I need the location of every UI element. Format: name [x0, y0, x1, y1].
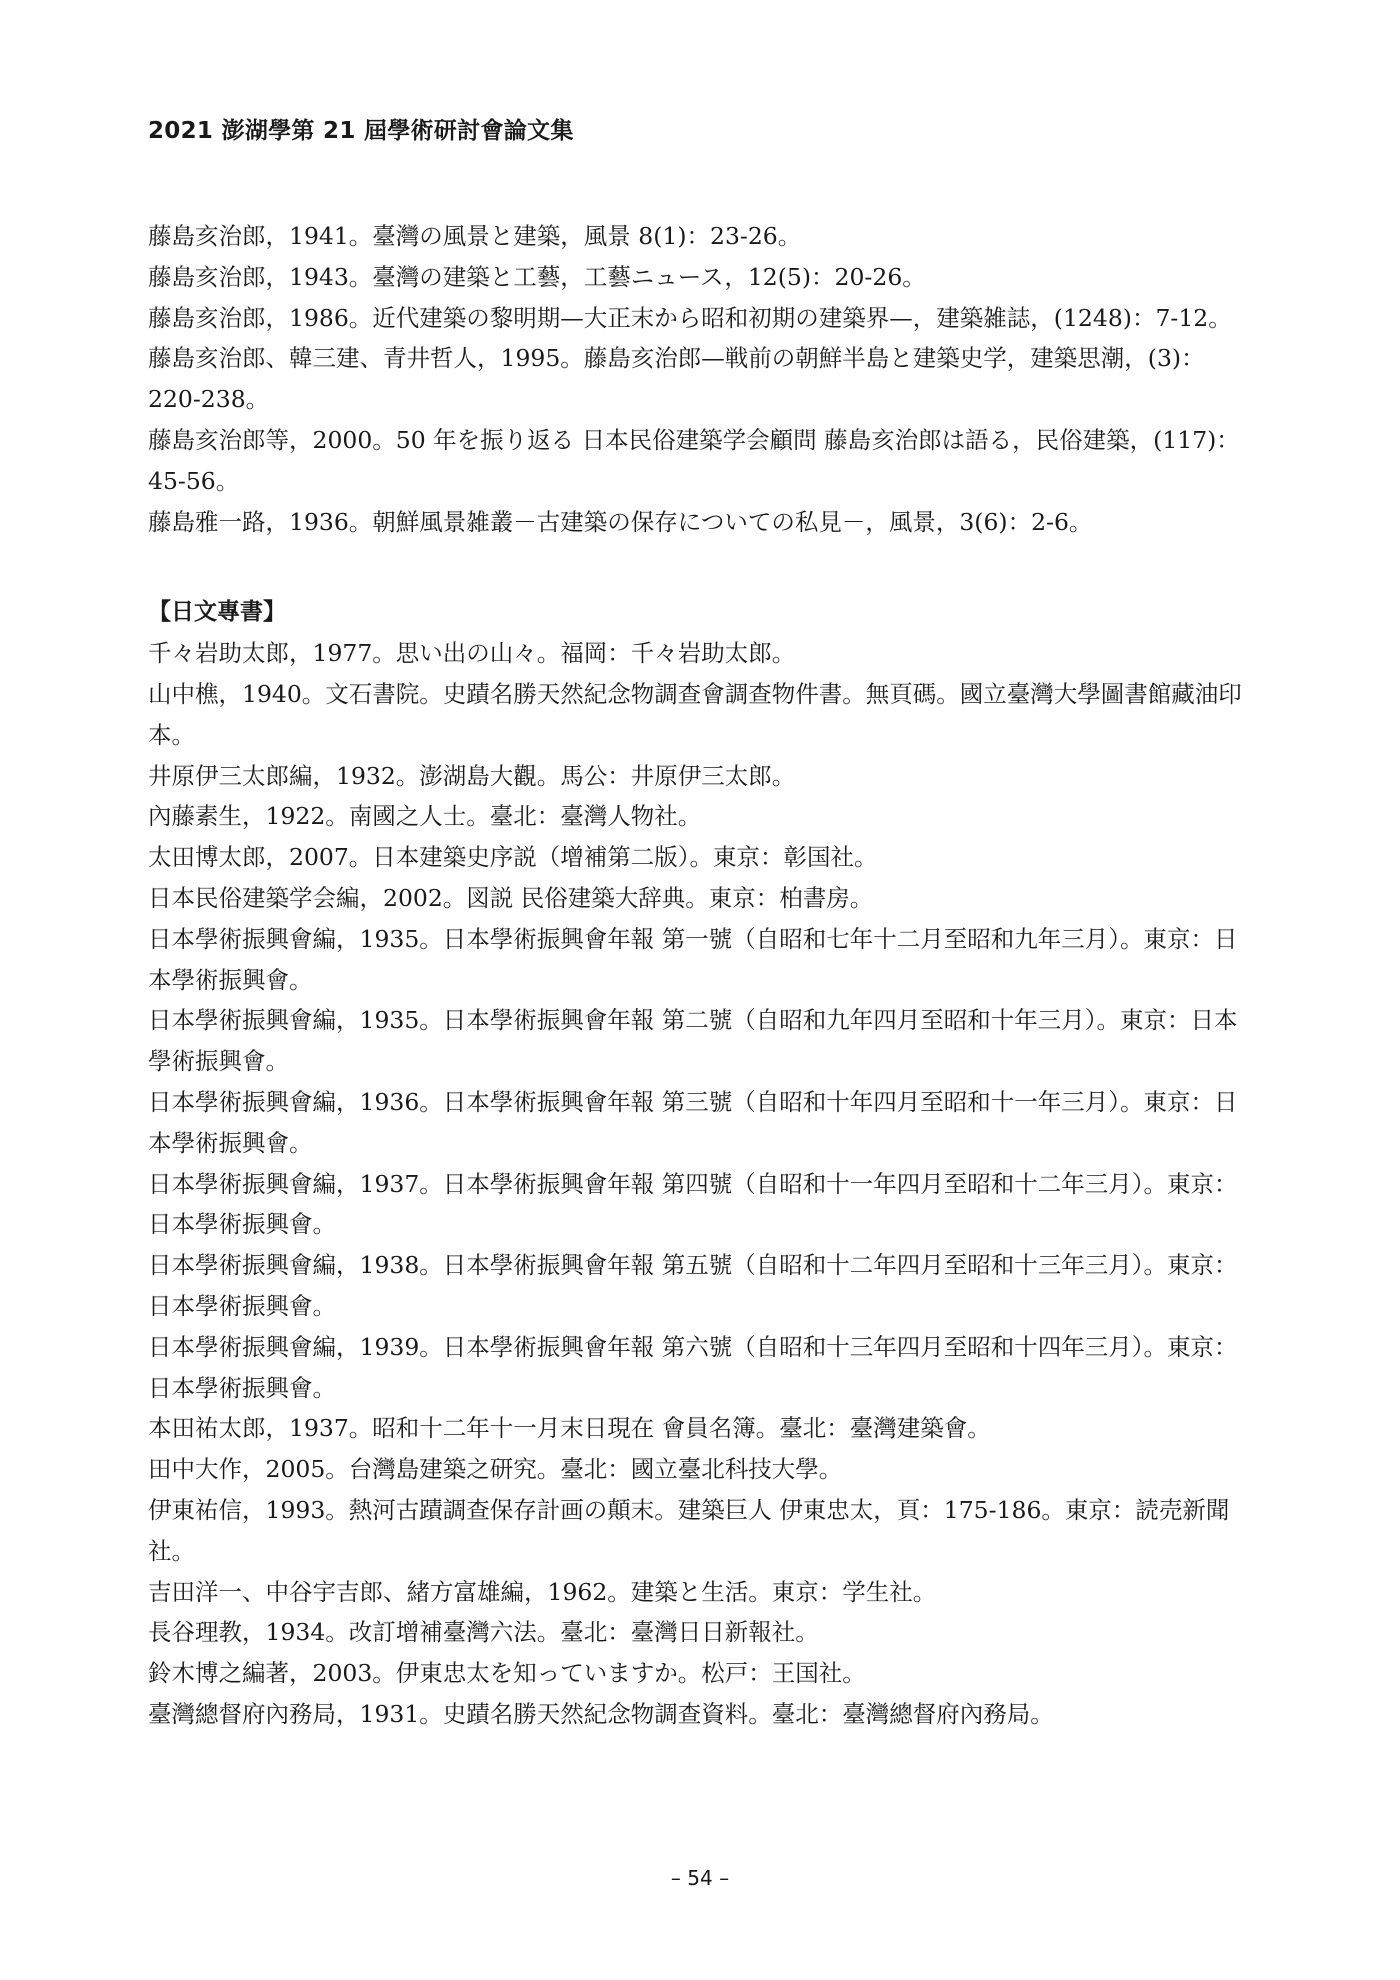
reference-entry: 內藤素生，1922。南國之人士。臺北：臺灣人物社。 — [148, 802, 702, 831]
reference-entry: 藤島亥治郎、韓三建、青井哲人，1995。藤島亥治郎—戦前の朝鮮半島と建築史学，建築思潮，(3)：220-238。 — [148, 344, 1205, 414]
reference-entry: 日本學術振興會編，1939。日本學術振興會年報 第六號（自昭和十三年四月至昭和十四年三月）。東京：日本學術振興會。 — [148, 1332, 1238, 1402]
reference-entry: 日本學術振興會編，1937。日本學術振興會年報 第四號（自昭和十一年四月至昭和十二年三月）。東京：日本學術振興會。 — [148, 1169, 1238, 1239]
section-heading: 【日文專書】 — [148, 599, 286, 626]
reference-entry: 藤島亥治郎等，2000。50 年を振り返る 日本民俗建築学会顧問 藤島亥治郎は語る，民俗建築，(117)：45-56。 — [148, 425, 1240, 495]
page-number: – 54 – — [670, 1866, 730, 1890]
reference-entry: 千々岩助太郎，1977。思い出の山々。福岡：千々岩助太郎。 — [148, 639, 796, 668]
reference-entry: 日本學術振興會編，1935。日本學術振興會年報 第一號（自昭和七年十二月至昭和九年三月）。東京：日本學術振興會。 — [148, 924, 1238, 994]
reference-entry: 吉田洋一、中谷宇吉郎、緒方富雄編，1962。建築と生活。東京：学生社。 — [148, 1577, 937, 1606]
reference-entry: 日本學術振興會編，1938。日本學術振興會年報 第五號（自昭和十二年四月至昭和十三年三月）。東京：日本學術振興會。 — [148, 1251, 1238, 1320]
reference-entry: 藤島亥治郎，1941。臺灣の風景と建築，風景 8(1)：23-26。 — [148, 222, 802, 250]
reference-entry: 日本學術振興會編，1935。日本學術振興會年報 第二號（自昭和九年四月至昭和十年三月）。東京：日本學術振興會。 — [148, 1006, 1238, 1076]
reference-entry: 本田祐太郎，1937。昭和十二年十一月末日現在 會員名簿。臺北：臺灣建築會。 — [148, 1414, 991, 1443]
running-header: 2021 澎湖學第 21 屆學術研討會論文集 — [148, 118, 574, 144]
reference-entry: 田中大作，2005。台灣島建築之研究。臺北：國立臺北科技大學。 — [148, 1455, 843, 1484]
reference-entry: 藤島雅一路，1936。朝鮮風景雑叢－古建築の保存についての私見－，風景，3(6)：2-6。 — [148, 507, 1093, 536]
reference-entry: 日本學術振興會編，1936。日本學術振興會年報 第三號（自昭和十年四月至昭和十一年三月）。東京：日本學術振興會。 — [148, 1087, 1238, 1157]
reference-entry: 藤島亥治郎，1986。近代建築の黎明期—大正末から昭和初期の建築界—，建築雑誌，(1248)：7-12。 — [148, 303, 1232, 332]
reference-entry: 山中樵，1940。文石書院。史蹟名勝天然紀念物調查會調查物件書。無頁碼。國立臺灣大學圖書館藏油印本。 — [148, 679, 1242, 749]
reference-entry: 井原伊三太郎編，1932。澎湖島大觀。馬公：井原伊三太郎。 — [148, 761, 796, 790]
reference-entry: 伊東祐信，1993。熱河古蹟調查保存計画の顛末。建築巨人 伊東忠太，頁：175-186。東京：読売新聞社。 — [148, 1495, 1230, 1565]
reference-entry: 鈴木博之編著，2003。伊東忠太を知っていますか。松戸：王国社。 — [148, 1659, 866, 1688]
section-spacer — [148, 542, 1250, 592]
reference-entry: 藤島亥治郎，1943。臺灣の建築と工藝，工藝ニュース，12(5)：20-26。 — [148, 262, 926, 291]
reference-entry: 臺灣總督府內務局，1931。史蹟名勝天然紀念物調查資料。臺北：臺灣總督府內務局。 — [148, 1699, 1054, 1728]
reference-entry: 太田博太郎，2007。日本建築史序説（增補第二版）。東京：彰国社。 — [148, 843, 878, 872]
reference-entry: 長谷理教，1934。改訂增補臺灣六法。臺北：臺灣日日新報社。 — [148, 1618, 819, 1647]
references-body — [148, 216, 1250, 1735]
reference-entry: 日本民俗建築学会編，2002。図説 民俗建築大辞典。東京：柏書房。 — [148, 883, 874, 912]
